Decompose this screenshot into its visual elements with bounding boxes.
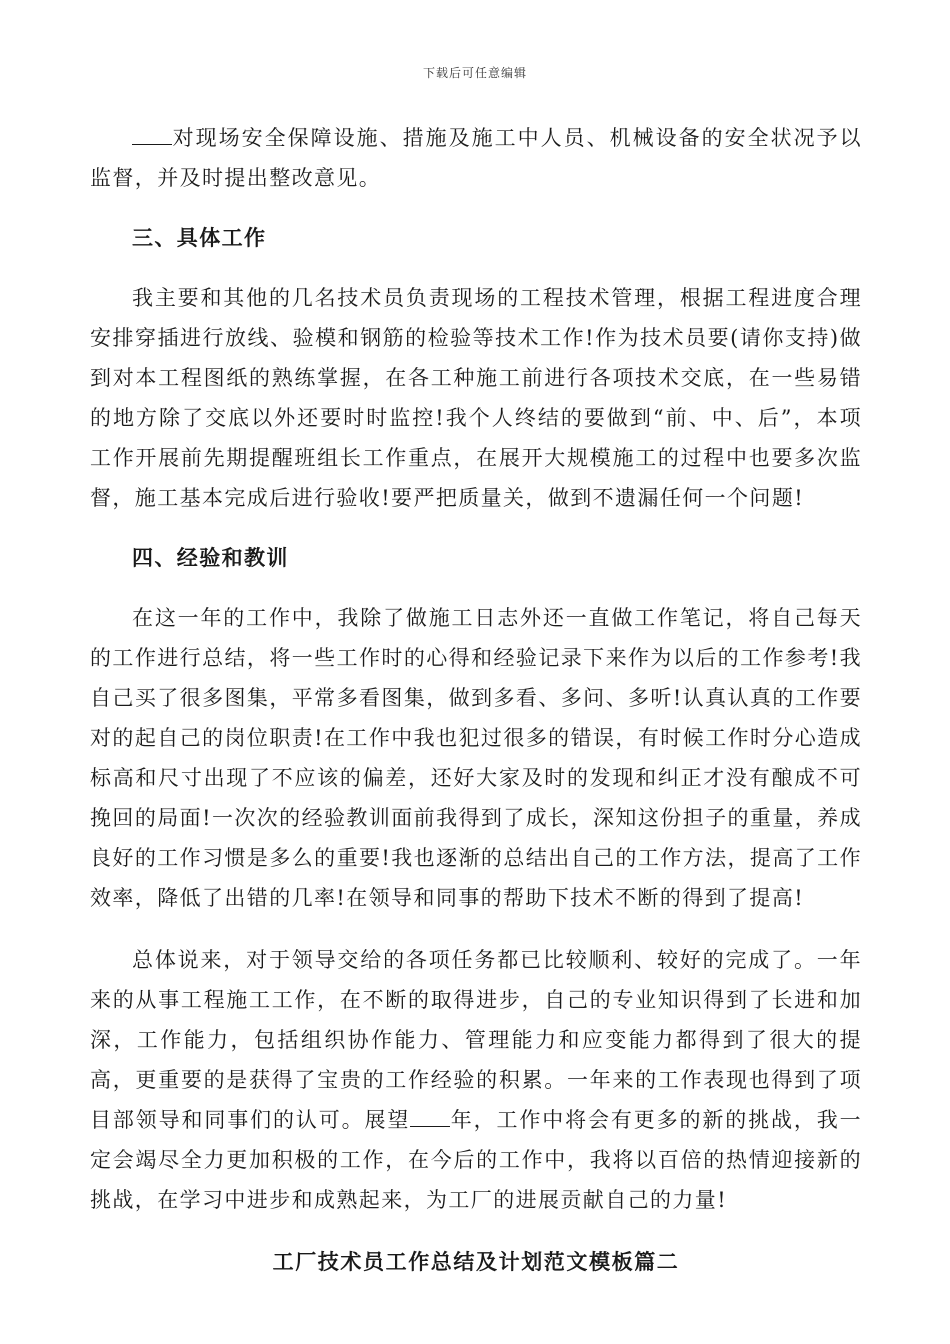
paragraph-text: 总体说来，对于领导交给的各项任务都已比较顺利、较好的完成了。一年来的从事工程施工工作，在不断的取得进步，自己的专业知识得到了长进和加深，工作能力，包括组织协作能力、管理能力和应变能力都得到了很大的提高，更重要的是获得了宝贵的工作经验的积累。一年来的工作表现也得到了项目部领导和同事们的认可。展望 — [90, 948, 862, 1132]
document-title: 工厂技术员工作总结及计划范文模板篇二 — [272, 1249, 680, 1274]
paragraph-safety-supervision — [90, 118, 862, 198]
section-heading-specific-work: 三、具体工作 — [132, 225, 267, 250]
fill-in-blank — [132, 121, 172, 145]
paragraph-specific-work: 我主要和其他的几名技术员负责现场的工程技术管理，根据工程进度合理安排穿插进行放线、验模和钢筋的检验等技术工作!作为技术员要(请你支持)做到对本工程图纸的熟练掌握，在各工种施工前进行各项技术交底，在一些易错的地方除了交底以外还要时时监控!我个人终结的要做到“前、中、后”，本项工作开展前先期提醒班组长工作重点，在展开大规模施工的过程中也要多次监督，施工基本完成后进行验收!要严把质量关，做到不遗漏任何一个问题! — [90, 286, 862, 510]
fill-in-blank — [410, 1103, 450, 1127]
section-heading-experience: 四、经验和教训 — [132, 545, 289, 570]
paragraph-experience: 在这一年的工作中，我除了做施工日志外还一直做工作笔记，将自己每天的工作进行总结，将一些工作时的心得和经验记录下来作为以后的工作参考!我自己买了很多图集，平常多看图集，做到多看、多问、多听!认真认真的工作要对的起自己的岗位职责!在工作中我也犯过很多的错误，有时候工作时分心造成标高和尺寸出现了不应该的偏差，还好大家及时的发现和纠正才没有酿成不可挽回的局面!一次次的经验教训面前我得到了成长，深知这份担子的重量，养成良好的工作习惯是多么的重要!我也逐渐的总结出自己的工作方法，提高了工作效率，降低了出错的几率!在领导和同事的帮助下技术不断的得到了提高! — [90, 606, 862, 910]
page-header-note: 下载后可任意编辑 — [422, 66, 527, 80]
paragraph-summary — [90, 940, 862, 1220]
paragraph-text: 对现场安全保障设施、措施及施工中人员、机械设备的安全状况予以监督，并及时提出整改意见。 — [90, 126, 862, 190]
paragraph-text: 年，工作中将会有更多的新的挑战，我一定会竭尽全力更加积极的工作，在今后的工作中，我将以百倍的热情迎接新的挑战，在学习中进步和成熟起来，为工厂的进展贡献自己的力量! — [90, 1108, 862, 1212]
document-body — [90, 118, 862, 1282]
